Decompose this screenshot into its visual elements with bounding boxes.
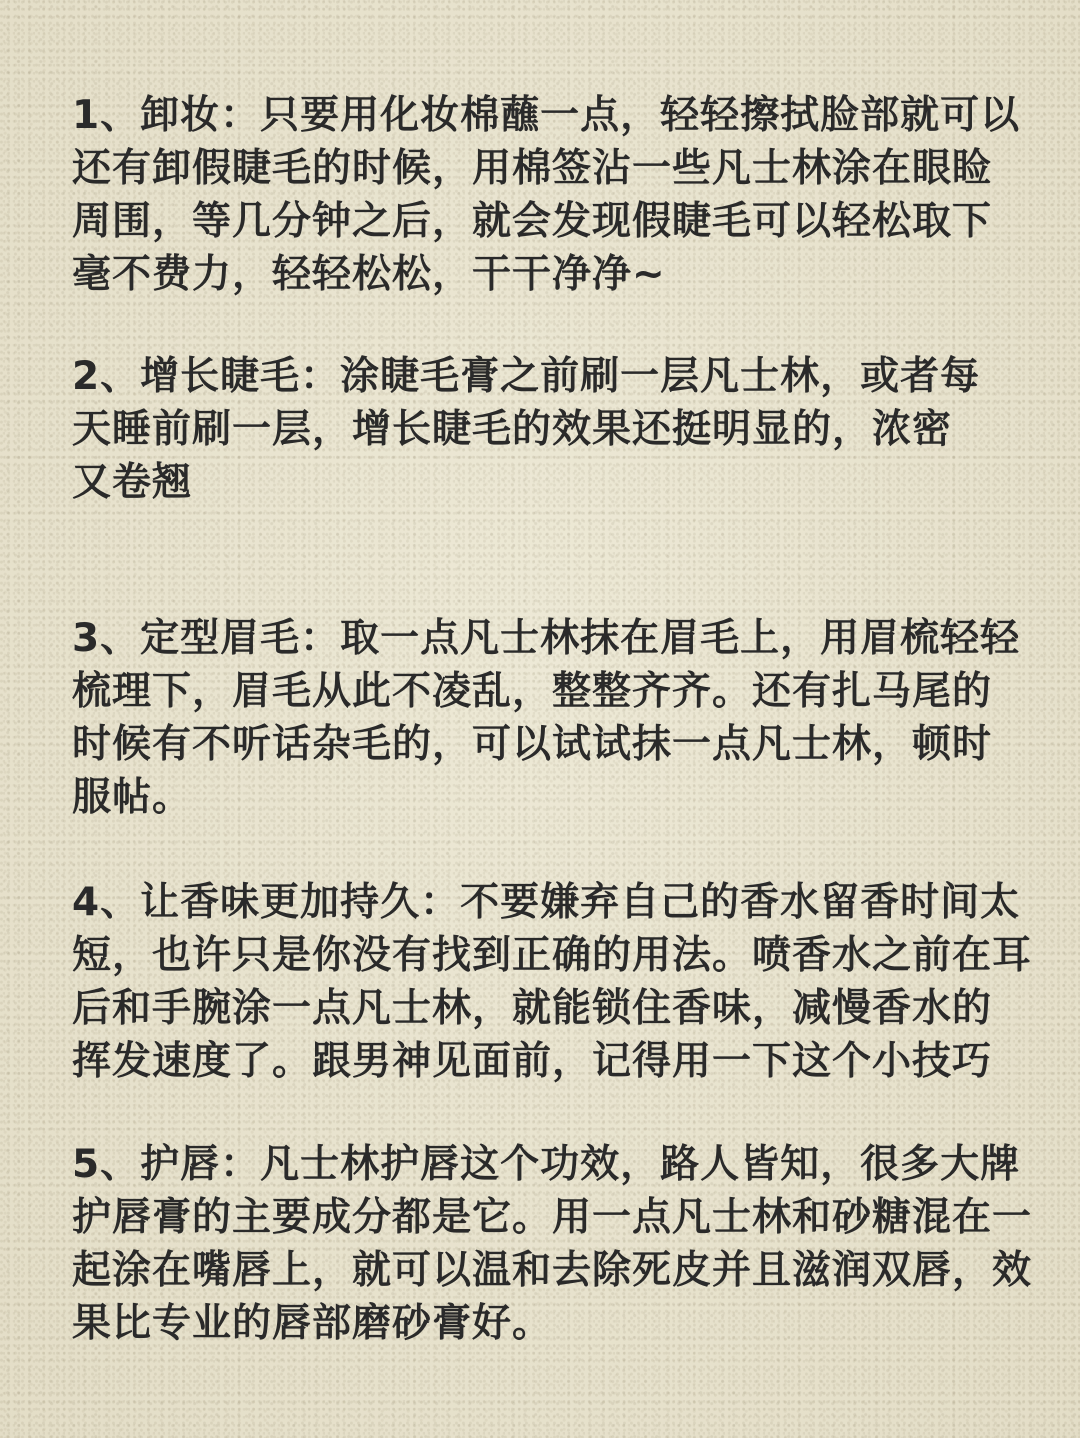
- text-line: 还有卸假睫毛的时候，用棉签沾一些凡士林涂在眼睑: [72, 146, 993, 191]
- text-line: 起涂在嘴唇上，就可以温和去除死皮并且滋润双唇，效: [72, 1248, 1033, 1293]
- tip-paragraph-makeup-removal: [72, 89, 1022, 301]
- tip-paragraph-lip-care: [72, 1138, 1033, 1350]
- text-line: 服帖。: [72, 775, 193, 820]
- tip-paragraph-eyelash-growth: [72, 350, 1022, 509]
- text-line: 1、卸妆：只要用化妆棉蘸一点，轻轻擦拭脸部就可以: [72, 93, 1021, 138]
- text-line: 后和手腕涂一点凡士林，就能锁住香味，减慢香水的: [72, 986, 993, 1031]
- text-line: 毫不费力，轻轻松松，干干净净~: [72, 252, 666, 297]
- text-line: 短，也许只是你没有找到正确的用法。喷香水之前在耳: [72, 933, 1033, 978]
- text-line: 又卷翘: [72, 460, 193, 505]
- text-line: 护唇膏的主要成分都是它。用一点凡士林和砂糖混在一: [72, 1195, 1033, 1240]
- text-line: 2、增长睫毛：涂睫毛膏之前刷一层凡士林，或者每: [72, 354, 981, 399]
- tip-paragraph-eyebrow-shaping: [72, 612, 1022, 824]
- text-line: 4、让香味更加持久：不要嫌弃自己的香水留香时间太: [72, 880, 1021, 925]
- text-line: 天睡前刷一层，增长睫毛的效果还挺明显的，浓密: [72, 407, 953, 452]
- tip-paragraph-fragrance: [72, 876, 1033, 1088]
- text-line: 果比专业的唇部磨砂膏好。: [72, 1301, 553, 1346]
- text-line: 周围，等几分钟之后，就会发现假睫毛可以轻松取下: [72, 199, 993, 244]
- text-line: 5、护唇：凡士林护唇这个功效，路人皆知，很多大牌: [72, 1142, 1021, 1187]
- text-line: 3、定型眉毛：取一点凡士林抹在眉毛上，用眉梳轻轻: [72, 616, 1021, 661]
- text-line: 挥发速度了。跟男神见面前，记得用一下这个小技巧: [72, 1039, 993, 1084]
- text-line: 时候有不听话杂毛的，可以试试抹一点凡士林，顿时: [72, 722, 993, 767]
- text-line: 梳理下，眉毛从此不凌乱，整整齐齐。还有扎马尾的: [72, 669, 993, 714]
